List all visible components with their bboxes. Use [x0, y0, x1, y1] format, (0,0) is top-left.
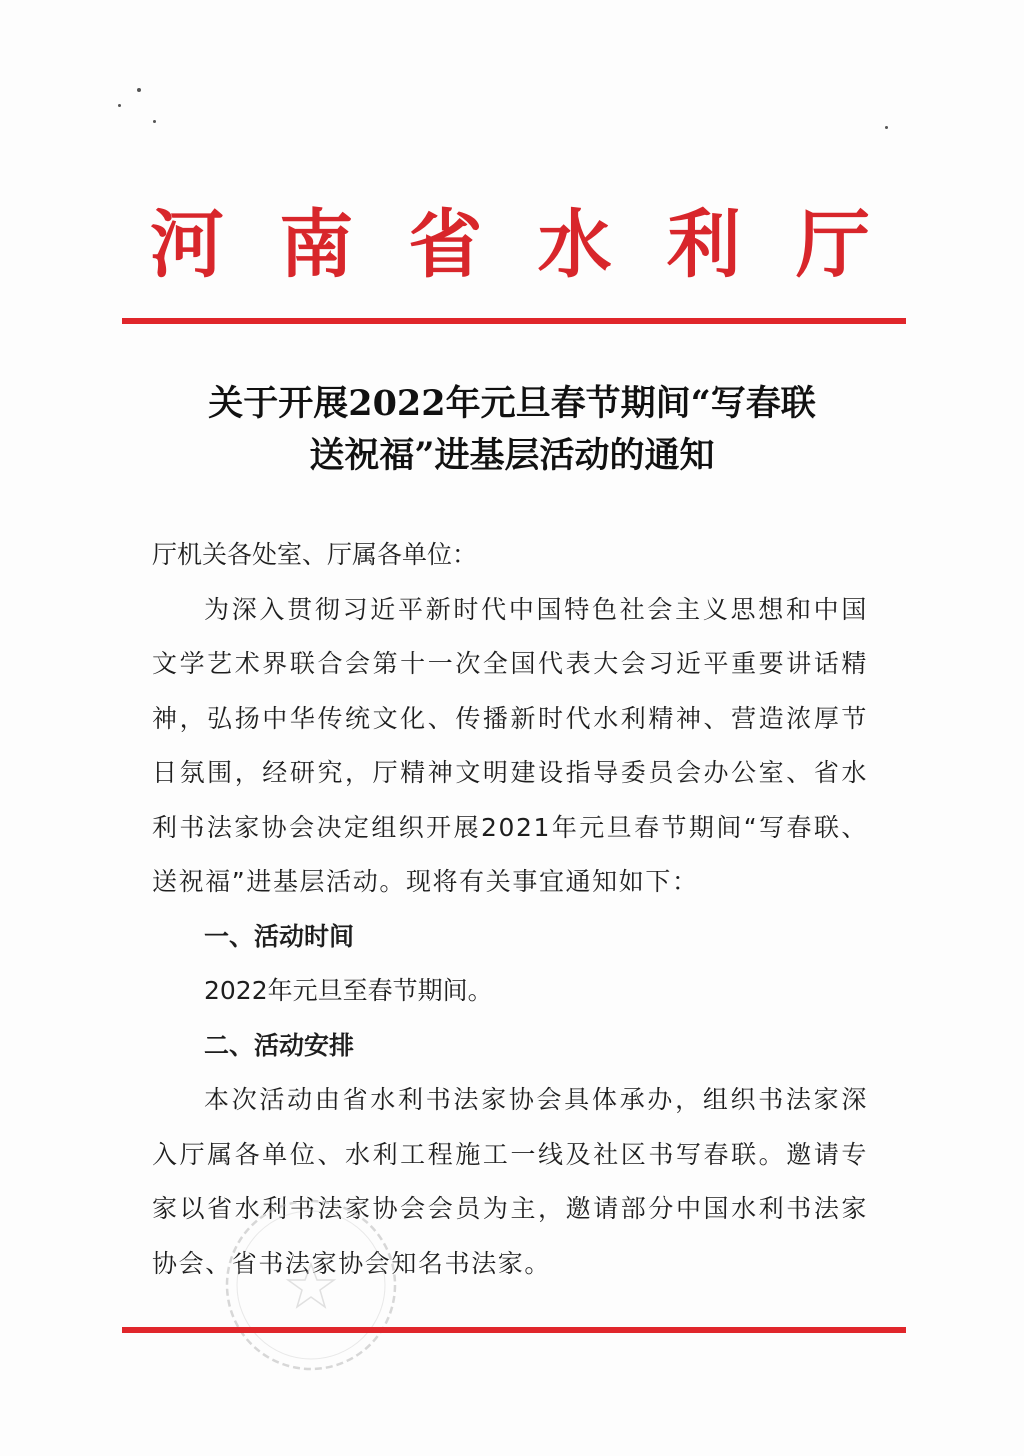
letterhead-char: 水 — [537, 202, 612, 288]
section-heading-arrangement: 二、活动安排 — [204, 1030, 355, 1060]
document-title — [140, 378, 884, 482]
scan-speck — [885, 126, 888, 129]
letterhead-char: 省 — [408, 202, 483, 288]
scan-speck — [153, 120, 156, 123]
document-body — [152, 528, 868, 1291]
letterhead-divider — [122, 318, 906, 324]
scan-speck — [137, 88, 141, 92]
official-seal-icon — [222, 1196, 400, 1374]
title-line-2: 送祝福”进基层活动的通知 — [309, 435, 715, 476]
letterhead-char: 厅 — [795, 202, 870, 288]
letterhead-char: 河 — [150, 202, 224, 288]
section-text-time: 2022年元旦至春节期间。 — [204, 976, 493, 1005]
letterhead — [150, 202, 870, 288]
section-heading-time: 一、活动时间 — [204, 921, 355, 951]
letterhead-char: 利 — [666, 202, 741, 288]
footer-divider — [122, 1327, 906, 1333]
scan-speck — [118, 104, 121, 107]
title-line-1: 关于开展2022年元旦春节期间“写春联 — [208, 383, 816, 424]
intro-paragraph: 为深入贯彻习近平新时代中国特色社会主义思想和中国文学艺术界联合会第十一次全国代表大会习近平重要讲话精神，弘扬中华传统文化、传播新时代水利精神、营造浓厚节日氛围，经研究，厅精神文明建设指导委员会办公室、省水利书法家协会决定组织开展2021年元旦春节期间“写春联、送祝福”进基层活动。现将有关事宜通知如下： — [152, 594, 868, 896]
section-text-arrangement: 本次活动由省水利书法家协会具体承办，组织书法家深入厅属各单位、水利工程施工一线及社区书写春联。邀请专家以省水利书法家协会会员为主，邀请部分中国水利书法家协会、省书法家协会知名书法家。 — [152, 1085, 868, 1278]
salutation: 厅机关各处室、厅属各单位： — [152, 540, 478, 569]
letterhead-char: 南 — [279, 202, 354, 288]
